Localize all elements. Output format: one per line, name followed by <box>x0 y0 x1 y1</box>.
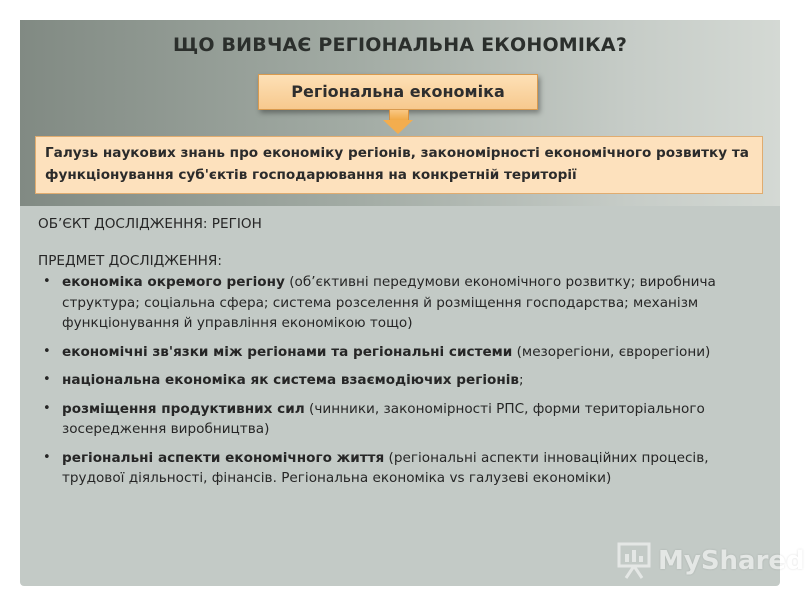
research-object: ОБ’ЄКТ ДОСЛІДЖЕННЯ: РЕГІОН <box>38 216 262 232</box>
down-arrow-icon <box>389 110 409 120</box>
list-item-text: (регіональні аспекти інноваційних процесів, трудової діяльності, фінансів. Регіональна економіка vs галузеві економіки) <box>62 449 709 486</box>
down-arrow-head-icon <box>383 120 413 134</box>
slide <box>20 20 805 586</box>
content-area <box>38 214 766 497</box>
list-item-text: (об’єктивні передумови економічного розвитку; виробнича структура; соціальна сфера; система розселення й розміщення господарства; механізм функціонування й управління економікою тощо) <box>62 274 716 331</box>
list-item-bold: регіональні аспекти економічного життя <box>62 449 385 466</box>
list-item-bold: національна економіка як система взаємодіючих регіонів <box>62 372 520 388</box>
watermark-text: MyShared <box>658 546 805 576</box>
list-item-text: ; <box>519 372 524 388</box>
list-item-bold: розміщення продуктивних сил <box>62 400 305 417</box>
slide-title: ЩО ВИВЧАЄ РЕГІОНАЛЬНА ЕКОНОМІКА? <box>172 34 628 56</box>
subject-list <box>38 272 766 489</box>
list-item <box>38 399 766 440</box>
regional-economics-box: Регіональна економіка <box>258 74 538 110</box>
watermark-logo <box>614 540 805 582</box>
research-subject-heading: ПРЕДМЕТ ДОСЛІДЖЕННЯ: <box>38 252 222 269</box>
list-item <box>38 342 766 363</box>
list-item <box>38 448 766 489</box>
list-item-text: (мезорегіони, єврорегіони) <box>512 343 711 360</box>
list-item <box>38 370 766 391</box>
list-item-bold: економічні зв'язки між регіонами та регіональні системи <box>62 343 513 360</box>
list-item <box>38 272 766 334</box>
list-item-text: (чинники, закономірності РПС, форми територіального зосередження виробництва) <box>62 400 705 437</box>
list-item-bold: економіка окремого регіону <box>62 274 285 290</box>
presentation-icon <box>614 540 654 580</box>
definition-box: Галузь наукових знань про економіку регіонів, закономірності економічного розвитку та функціонування суб'єктів господарювання на конкретній території <box>35 136 763 194</box>
